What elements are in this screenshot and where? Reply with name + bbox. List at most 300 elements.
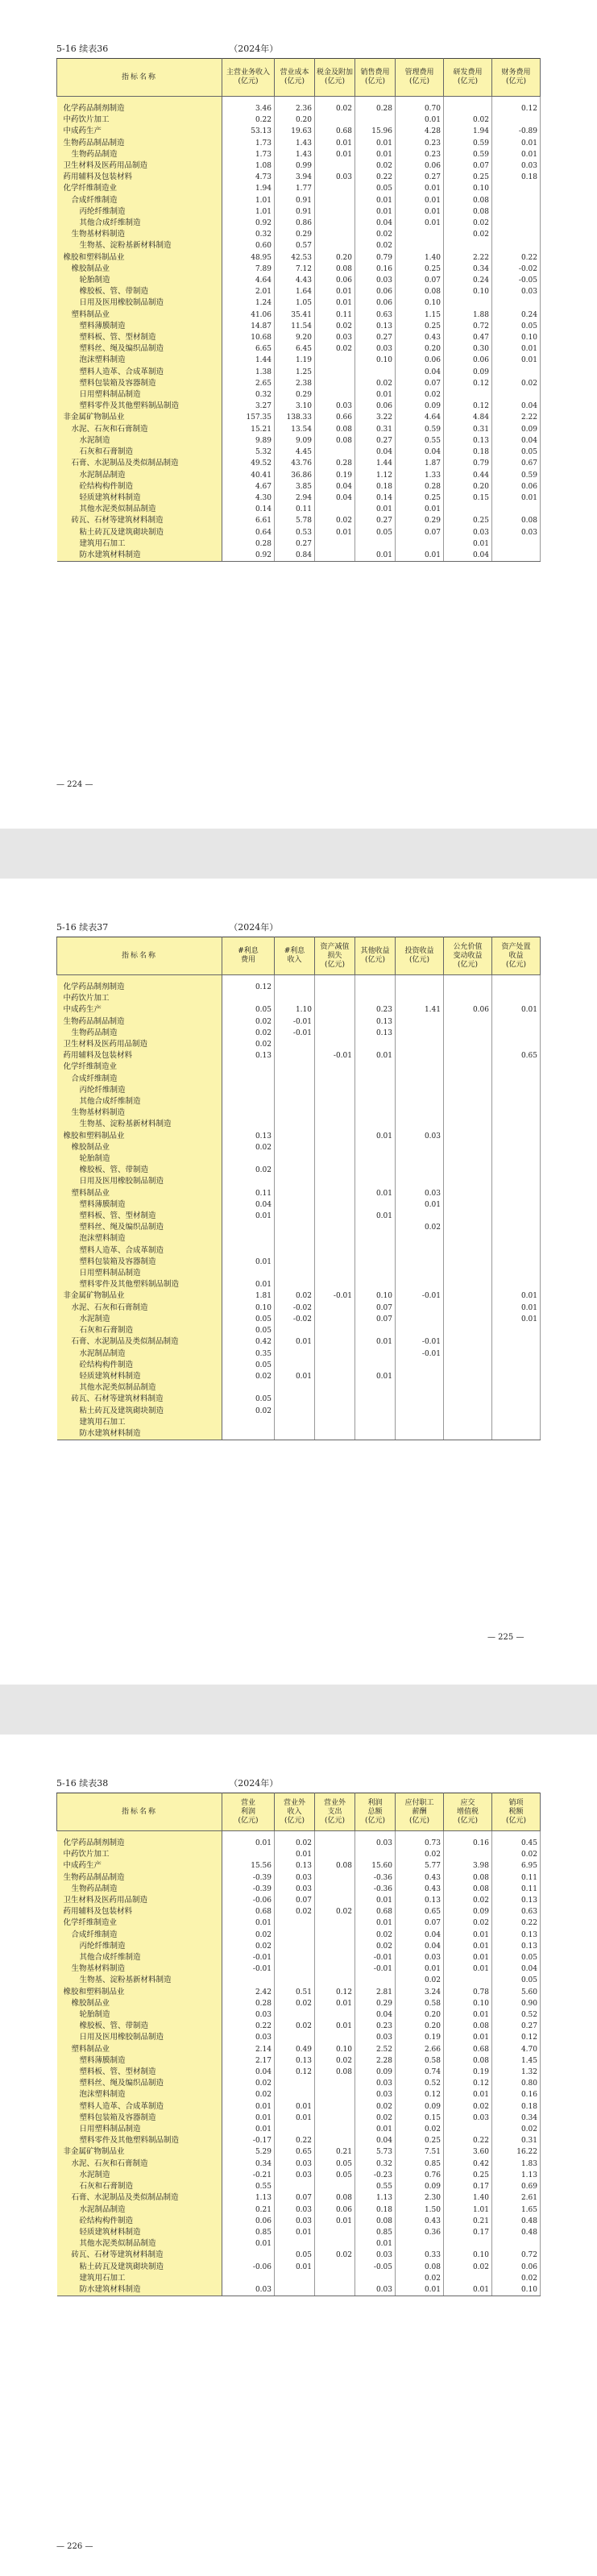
table-cell: [275, 1199, 315, 1211]
table-cell: 0.24: [444, 275, 492, 286]
table-cell: 1.01: [444, 2204, 492, 2216]
table-cell: 0.64: [222, 527, 275, 538]
table-cell: 0.11: [492, 1884, 541, 1895]
row-label: 石灰和石膏制造: [57, 1325, 222, 1336]
table-cell: 0.27: [355, 515, 396, 526]
table-row: [57, 1165, 541, 1176]
table-cell: [444, 1348, 492, 1360]
table-cell: 15.60: [355, 1860, 396, 1872]
table-cell: 4.45: [275, 447, 315, 458]
table-cell: [444, 1303, 492, 1314]
row-label: 生物药品制造: [57, 1028, 222, 1039]
table-title: 5-16 续表38: [56, 1778, 109, 1789]
table-row: [57, 1211, 541, 1222]
table-row: [57, 2101, 541, 2113]
table-cell: 0.01: [275, 2227, 315, 2238]
column-header: 研发费用 (亿元): [444, 59, 492, 97]
table-cell: 0.01: [355, 206, 396, 218]
table-cell: [492, 1394, 541, 1405]
table-row: [57, 1336, 541, 1348]
table-cell: -0.02: [492, 264, 541, 275]
table-cell: -0.01: [355, 1963, 396, 1975]
table-cell: 0.63: [355, 310, 396, 321]
column-header-name: 指标名称: [57, 59, 222, 97]
table-cell: 0.08: [315, 2067, 355, 2078]
table-cell: 0.03: [275, 2216, 315, 2227]
table-cell: [444, 1268, 492, 1279]
table-cell: 0.20: [396, 2021, 444, 2032]
table-cell: [492, 1245, 541, 1257]
table-cell: [492, 240, 541, 251]
row-label: 化学纤维制造业: [57, 183, 222, 194]
table-cell: [315, 1233, 355, 1244]
table-cell: 0.92: [222, 550, 275, 562]
table-cell: 0.65: [396, 1906, 444, 1917]
column-header: 财务费用 (亿元): [492, 59, 541, 97]
table-cell: [444, 1245, 492, 1257]
table-row: [57, 538, 541, 550]
table-cell: 0.01: [444, 2032, 492, 2043]
row-label: 粘土砖瓦及建筑砌块制造: [57, 527, 222, 538]
table-cell: [492, 1233, 541, 1244]
table-row: [57, 1303, 541, 1314]
table-cell: 0.01: [396, 1963, 444, 1975]
table-cell: [275, 1941, 315, 1952]
table-cell: 0.76: [396, 2170, 444, 2181]
table-row: [57, 160, 541, 172]
table-cell: [315, 1314, 355, 1325]
row-label: 其他水泥类似制品制造: [57, 2238, 222, 2250]
table-cell: -0.36: [355, 1884, 396, 1895]
row-label: 橡胶和塑料制品业: [57, 1987, 222, 1998]
row-label: 中成药生产: [57, 1004, 222, 1016]
table-cell: 0.53: [275, 527, 315, 538]
table-cell: 0.85: [396, 2158, 444, 2170]
table-row: [57, 1325, 541, 1336]
table-cell: 4.64: [396, 412, 444, 423]
table-cell: 0.10: [355, 1290, 396, 1302]
table-cell: 0.16: [492, 2089, 541, 2100]
table-cell: 0.03: [355, 1831, 396, 1850]
table-cell: [315, 1176, 355, 1187]
table-cell: [396, 1382, 444, 1394]
table-cell: [492, 1199, 541, 1211]
table-cell: 0.13: [492, 1941, 541, 1952]
table-row: [57, 2113, 541, 2124]
table-cell: [315, 1371, 355, 1382]
table-cell: 0.44: [444, 470, 492, 481]
table-cell: [355, 1394, 396, 1405]
table-cell: [492, 1165, 541, 1176]
table-cell: 0.10: [492, 332, 541, 343]
table-cell: [396, 993, 444, 1004]
table-cell: 0.52: [396, 2078, 444, 2089]
table-cell: [275, 1153, 315, 1165]
table-cell: 1.44: [355, 458, 396, 469]
table-cell: [315, 2009, 355, 2021]
table-cell: 2.81: [355, 1987, 396, 1998]
table-cell: [492, 1360, 541, 1371]
table-cell: [315, 240, 355, 251]
table-cell: 1.87: [396, 458, 444, 469]
table-cell: [275, 2238, 315, 2250]
table-row: [57, 378, 541, 389]
table-cell: 0.05: [222, 1394, 275, 1405]
row-label: 水泥制造: [57, 1314, 222, 1325]
table-cell: 42.53: [275, 252, 315, 264]
table-row: [57, 343, 541, 355]
table-cell: 2.52: [355, 2044, 396, 2055]
table-cell: 0.02: [444, 1895, 492, 1906]
table-cell: [315, 1279, 355, 1290]
table-cell: 0.02: [222, 1165, 275, 1176]
table-cell: 0.01: [275, 2113, 315, 2124]
table-cell: [222, 2250, 275, 2261]
table-cell: 0.27: [396, 172, 444, 183]
table-cell: [444, 2238, 492, 2250]
table-cell: 0.04: [444, 550, 492, 562]
column-header-name: 指标名称: [57, 937, 222, 975]
table-row: [57, 355, 541, 366]
table-cell: 0.02: [396, 1222, 444, 1233]
table-cell: 0.15: [444, 492, 492, 504]
table-cell: 0.03: [355, 2089, 396, 2100]
table-cell: 0.13: [492, 1895, 541, 1906]
table-cell: 3.98: [444, 1860, 492, 1872]
table-cell: 0.73: [396, 1831, 444, 1850]
table-row: [57, 424, 541, 435]
table-cell: 0.01: [396, 218, 444, 229]
table-cell: [222, 1153, 275, 1165]
table-cell: 0.02: [492, 1849, 541, 1860]
table-cell: 1.81: [222, 1290, 275, 1302]
table-cell: 1.43: [275, 149, 315, 160]
row-label: 日用塑料制品制造: [57, 2124, 222, 2135]
table-cell: 0.01: [315, 1998, 355, 2009]
table-cell: 0.42: [444, 2158, 492, 2170]
column-header: 应付职工 薪酬 (亿元): [396, 1793, 444, 1831]
table-row: [57, 1004, 541, 1016]
row-label: 日用及医用橡胶制品制造: [57, 297, 222, 309]
table-cell: 0.48: [492, 2227, 541, 2238]
table-cell: [492, 206, 541, 218]
table-cell: 0.13: [355, 321, 396, 332]
table-cell: [315, 975, 355, 994]
table-year: （2024年）: [229, 1778, 279, 1789]
table-cell: 0.08: [444, 1872, 492, 1884]
table-cell: [355, 1153, 396, 1165]
row-label: 泡沫塑料制造: [57, 355, 222, 366]
table-cell: 0.51: [275, 1987, 315, 1998]
table-row: [57, 1096, 541, 1107]
table-cell: [275, 1176, 315, 1187]
table-cell: 0.02: [355, 378, 396, 389]
table-row: [57, 149, 541, 160]
table-cell: 0.01: [222, 2113, 275, 2124]
page-separator: [0, 829, 597, 879]
row-label: 水泥制造: [57, 435, 222, 447]
data-table: [56, 1793, 541, 2296]
row-label: 化学药品制剂制造: [57, 1831, 222, 1850]
table-cell: [275, 975, 315, 994]
table-cell: 0.18: [492, 2101, 541, 2113]
table-cell: 0.08: [315, 2192, 355, 2204]
table-cell: [492, 1074, 541, 1085]
table-cell: [355, 1382, 396, 1394]
table-cell: 0.02: [222, 1941, 275, 1952]
table-cell: [355, 1096, 396, 1107]
table-cell: [275, 1325, 315, 1336]
table-cell: 0.10: [444, 1998, 492, 2009]
table-cell: 0.04: [315, 481, 355, 492]
table-cell: 0.03: [275, 1872, 315, 1884]
table-cell: 0.05: [492, 321, 541, 332]
table-cell: [275, 1074, 315, 1085]
table-cell: [275, 1952, 315, 1963]
table-cell: 1.77: [275, 183, 315, 194]
table-cell: [396, 1406, 444, 1417]
table-cell: 0.13: [396, 1895, 444, 1906]
table-cell: 0.10: [444, 183, 492, 194]
table-row: [57, 1039, 541, 1050]
table-cell: 0.13: [222, 1131, 275, 1142]
table-cell: [396, 1028, 444, 1039]
column-header: 资产处置 收益 (亿元): [492, 937, 541, 975]
table-cell: 1.13: [492, 2170, 541, 2181]
table-cell: 0.28: [396, 481, 444, 492]
row-label: 塑料人造革、合成革制造: [57, 367, 222, 378]
table-cell: 0.01: [315, 2021, 355, 2032]
row-label: 橡胶制品业: [57, 1142, 222, 1153]
table-cell: [396, 1257, 444, 1268]
table-cell: 0.30: [444, 343, 492, 355]
table-cell: [315, 1085, 355, 1096]
table-row: [57, 1963, 541, 1975]
table-row: [57, 1176, 541, 1187]
table-cell: 0.02: [396, 2124, 444, 2135]
table-cell: [315, 1382, 355, 1394]
table-cell: 3.60: [444, 2146, 492, 2158]
table-cell: 0.03: [315, 332, 355, 343]
table-cell: [396, 2238, 444, 2250]
table-cell: [396, 1394, 444, 1405]
table-cell: 0.10: [396, 297, 444, 309]
table-cell: [444, 1394, 492, 1405]
table-cell: [396, 1142, 444, 1153]
table-row: [57, 1382, 541, 1394]
table-cell: -0.21: [222, 2170, 275, 2181]
table-cell: [444, 1039, 492, 1050]
table-cell: [355, 1279, 396, 1290]
table-cell: 41.06: [222, 310, 275, 321]
table-cell: 0.01: [315, 149, 355, 160]
row-label: 轻质建筑材料制造: [57, 1371, 222, 1382]
table-cell: [315, 1917, 355, 1929]
row-label: 橡胶板、管、带制造: [57, 2021, 222, 2032]
table-cell: [492, 183, 541, 194]
table-cell: -0.23: [355, 2170, 396, 2181]
table-cell: [492, 195, 541, 206]
table-row: [57, 1895, 541, 1906]
table-cell: 0.03: [355, 275, 396, 286]
table-row: [57, 1360, 541, 1371]
table-cell: 0.02: [444, 218, 492, 229]
table-cell: [315, 218, 355, 229]
table-cell: [315, 1930, 355, 1941]
table-cell: [396, 1314, 444, 1325]
table-row: [57, 1119, 541, 1130]
table-cell: 2.94: [275, 492, 315, 504]
table-cell: -0.36: [355, 1872, 396, 1884]
table-cell: 0.68: [444, 2044, 492, 2055]
row-label: 药用辅料及包装材料: [57, 1050, 222, 1062]
row-label: 塑料零件及其他塑料制品制造: [57, 401, 222, 412]
table-cell: 0.08: [444, 2021, 492, 2032]
table-cell: [444, 1290, 492, 1302]
column-header: 销售费用 (亿元): [355, 59, 396, 97]
table-cell: 15.56: [222, 1860, 275, 1872]
table-cell: 0.02: [444, 114, 492, 126]
table-cell: 0.90: [492, 1998, 541, 2009]
table-cell: 0.03: [275, 2170, 315, 2181]
table-cell: 0.01: [355, 1188, 396, 1199]
table-cell: 0.02: [315, 321, 355, 332]
table-cell: 0.03: [275, 1884, 315, 1895]
table-cell: 1.01: [222, 206, 275, 218]
table-cell: 0.01: [396, 550, 444, 562]
table-cell: [275, 1257, 315, 1268]
table-cell: [492, 1085, 541, 1096]
table-cell: 0.08: [396, 2262, 444, 2273]
table-cell: [492, 2238, 541, 2250]
table-cell: [315, 1039, 355, 1050]
table-cell: [315, 1222, 355, 1233]
table-cell: 0.07: [275, 2192, 315, 2204]
table-cell: [315, 160, 355, 172]
table-cell: [275, 1131, 315, 1142]
table-row: [57, 2192, 541, 2204]
row-label: 其他水泥类似制品制造: [57, 1382, 222, 1394]
table-cell: [444, 1199, 492, 1211]
row-label: 防水建筑材料制造: [57, 550, 222, 562]
row-label: 塑料丝、绳及编织品制造: [57, 1222, 222, 1233]
table-cell: 4.43: [275, 275, 315, 286]
table-cell: [396, 229, 444, 240]
table-cell: 0.06: [315, 2204, 355, 2216]
table-cell: [444, 1428, 492, 1440]
row-label: 中成药生产: [57, 1860, 222, 1872]
table-cell: -0.06: [222, 1895, 275, 1906]
column-header: 应交 增值税 (亿元): [444, 1793, 492, 1831]
table-row: [57, 1952, 541, 1963]
table-cell: 0.86: [275, 218, 315, 229]
table-cell: 0.66: [315, 412, 355, 423]
table-row: [57, 1872, 541, 1884]
column-header: 投资收益 (亿元): [396, 937, 444, 975]
table-cell: 0.01: [315, 286, 355, 297]
table-cell: [315, 2101, 355, 2113]
table-cell: [315, 1211, 355, 1222]
table-cell: -0.06: [222, 2262, 275, 2273]
table-cell: 0.02: [492, 378, 541, 389]
table-cell: [355, 2273, 396, 2284]
table-cell: 0.28: [315, 458, 355, 469]
table-cell: 0.03: [444, 527, 492, 538]
table-cell: 0.57: [275, 240, 315, 251]
table-cell: 0.03: [315, 401, 355, 412]
table-cell: [275, 1975, 315, 1986]
table-cell: 0.01: [355, 2238, 396, 2250]
table-cell: 0.13: [275, 2055, 315, 2067]
page-224: [0, 0, 597, 829]
table-cell: 0.43: [396, 2216, 444, 2227]
table-cell: 0.24: [492, 310, 541, 321]
table-cell: 0.27: [355, 332, 396, 343]
table-cell: 7.51: [396, 2146, 444, 2158]
table-row: [57, 492, 541, 504]
table-cell: [315, 2227, 355, 2238]
table-cell: 0.55: [222, 2181, 275, 2192]
table-cell: 2.65: [222, 378, 275, 389]
table-cell: 0.01: [315, 138, 355, 149]
table-cell: 43.76: [275, 458, 315, 469]
row-label: 橡胶板、管、带制造: [57, 286, 222, 297]
table-cell: 0.22: [222, 2021, 275, 2032]
table-cell: -0.02: [275, 1314, 315, 1325]
table-cell: [315, 1199, 355, 1211]
table-cell: -0.01: [315, 1050, 355, 1062]
column-header: 公允价值 变动收益 (亿元): [444, 937, 492, 975]
table-cell: [275, 1917, 315, 1929]
table-cell: 0.04: [492, 401, 541, 412]
table-cell: [315, 1952, 355, 1963]
table-cell: 0.02: [396, 1975, 444, 1986]
table-cell: [492, 1096, 541, 1107]
table-cell: [275, 1188, 315, 1199]
row-label: 卫生材料及医药用品制造: [57, 1039, 222, 1050]
table-cell: 2.38: [275, 378, 315, 389]
table-row: [57, 240, 541, 251]
table-row: [57, 218, 541, 229]
table-cell: 0.07: [396, 1917, 444, 1929]
table-cell: [444, 2124, 492, 2135]
table-cell: -0.01: [222, 1952, 275, 1963]
table-cell: 0.05: [275, 2250, 315, 2261]
table-cell: 0.32: [355, 2158, 396, 2170]
table-cell: [315, 2238, 355, 2250]
table-cell: 0.08: [315, 424, 355, 435]
table-cell: [315, 447, 355, 458]
table-cell: 4.64: [222, 275, 275, 286]
table-cell: 0.02: [396, 2273, 444, 2284]
table-cell: 1.08: [222, 160, 275, 172]
row-label: 中药饮片加工: [57, 993, 222, 1004]
table-row: [57, 1417, 541, 1428]
table-cell: 0.01: [444, 1952, 492, 1963]
table-cell: 0.79: [355, 252, 396, 264]
table-cell: 0.28: [355, 97, 396, 115]
table-cell: 2.22: [444, 252, 492, 264]
table-cell: 1.33: [396, 470, 444, 481]
column-header: #利息 收入: [275, 937, 315, 975]
table-cell: [355, 1165, 396, 1176]
table-cell: 0.02: [355, 229, 396, 240]
row-label: 橡胶制品业: [57, 264, 222, 275]
table-cell: 1.12: [355, 470, 396, 481]
table-cell: -0.39: [222, 1884, 275, 1895]
table-cell: 0.02: [315, 343, 355, 355]
row-label: 塑料板、管、型材制造: [57, 2067, 222, 2078]
